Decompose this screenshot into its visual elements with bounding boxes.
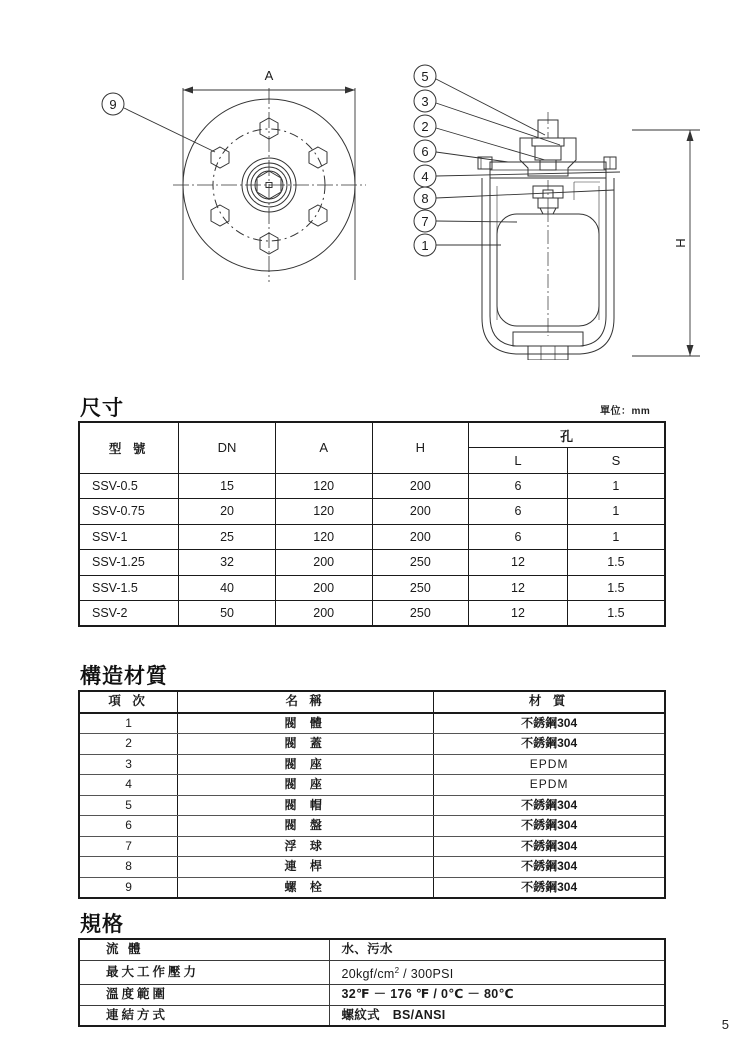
callout-label-7: 7 [421,214,429,229]
cell-hole-l: 12 [469,601,568,627]
table-row [79,960,665,985]
cell-item-no: 3 [79,754,178,775]
cell-hole-l: 6 [469,499,568,525]
cell-hole-l: 12 [469,550,568,576]
valve-body-outline [478,112,616,360]
cell-material: 不銹鋼304 [434,713,665,734]
cell-dn: 50 [179,601,276,627]
cell-model: SSV-0.75 [79,499,179,525]
table-row [79,734,665,755]
cell-dn: 20 [179,499,276,525]
col-head-item-no: 項 次 [79,691,178,713]
materials-heading: 構造材質 [80,665,168,688]
cell-material: 不銹鋼304 [434,877,665,898]
dimension-h-label: H [673,238,688,248]
cell-part-name: 連 桿 [178,857,434,878]
cell-hole-l: 6 [469,524,568,550]
cell-part-name: 閥 體 [178,713,434,734]
cell-item-no: 8 [79,857,178,878]
valve-section-view [414,65,700,360]
specs-table [78,938,666,1027]
cell-spec-label: 流 體 [79,939,329,960]
callout-label-4: 4 [421,169,429,184]
col-head-dn: DN [179,422,276,473]
cell-h: 200 [372,524,469,550]
cell-spec-label: 最大工作壓力 [79,960,329,985]
callout-leader-line [124,108,215,152]
cell-a: 200 [275,601,372,627]
cell-dn: 25 [179,524,276,550]
dimensions-table [78,421,666,627]
cell-part-name: 閥 座 [178,754,434,775]
callout-label-1: 1 [421,238,429,253]
cell-item-no: 6 [79,816,178,837]
callout-label-2: 2 [421,119,429,134]
dimension-h [632,130,700,356]
cell-part-name: 閥 帽 [178,795,434,816]
cell-hole-s: 1.5 [567,601,665,627]
cell-dn: 40 [179,575,276,601]
cell-part-name: 閥 蓋 [178,734,434,755]
cell-model: SSV-2 [79,601,179,627]
cell-model: SSV-1.25 [79,550,179,576]
table-row [79,550,665,576]
cell-hole-s: 1.5 [567,575,665,601]
cell-h: 250 [372,550,469,576]
table-row [79,473,665,499]
cell-hole-s: 1.5 [567,550,665,576]
page-number: 5 [721,1017,729,1032]
cell-material: 不銹鋼304 [434,836,665,857]
cell-model: SSV-1.5 [79,575,179,601]
dimensions-header-row-1 [79,422,665,448]
center-lines [173,88,366,282]
callout-label-9: 9 [109,97,117,112]
table-row [79,575,665,601]
callout-label-8: 8 [421,191,429,206]
dimension-a-label: A [264,68,274,83]
table-row [79,775,665,796]
table-row [79,499,665,525]
cell-spec-value: 水、污水 [329,939,665,960]
cell-hole-s: 1 [567,473,665,499]
col-head-model: 型 號 [79,422,179,473]
cell-a: 120 [275,499,372,525]
callout-label-6: 6 [421,144,429,159]
cell-item-no: 2 [79,734,178,755]
cell-hole-s: 1 [567,524,665,550]
cell-hole-s: 1 [567,499,665,525]
cell-dn: 32 [179,550,276,576]
cell-material: 不銹鋼304 [434,857,665,878]
flange-face-view [102,87,366,283]
cell-item-no: 9 [79,877,178,898]
cell-spec-value: $20kgf/cm^2 / 300PSI$ [329,960,665,985]
cell-item-no: 4 [79,775,178,796]
cell-item-no: 7 [79,836,178,857]
outlet-nozzle [528,346,568,360]
dimensions-heading: 尺寸 [80,397,124,420]
cell-model: SSV-1 [79,524,179,550]
cell-h: 250 [372,601,469,627]
cell-h: 200 [372,473,469,499]
cell-a: 120 [275,473,372,499]
unit-note: 單位：mm [600,406,651,417]
technical-drawing [0,0,743,360]
cell-item-no: 1 [79,713,178,734]
cell-spec-value: 螺紋式 BS/ANSI [329,1005,665,1026]
callout-label-5: 5 [421,69,429,84]
cell-hole-l: 6 [469,473,568,499]
col-head-hole-group: 孔 [469,422,665,448]
cell-material: 不銹鋼304 [434,816,665,837]
table-row [79,795,665,816]
table-row [79,877,665,898]
table-row [79,836,665,857]
cell-material: EPDM [434,754,665,775]
table-row [79,1005,665,1026]
cell-item-no: 5 [79,795,178,816]
cell-part-name: 螺 栓 [178,877,434,898]
materials-header-row [79,691,665,713]
col-head-a: A [275,422,372,473]
table-row [79,857,665,878]
cell-spec-label: 連結方式 [79,1005,329,1026]
cell-h: 250 [372,575,469,601]
cell-part-name: 浮 球 [178,836,434,857]
cell-dn: 15 [179,473,276,499]
table-row [79,524,665,550]
cell-a: 120 [275,524,372,550]
callout-label-3: 3 [421,94,429,109]
callout-9 [102,93,215,152]
table-row [79,939,665,960]
col-head-hole-s: S [567,448,665,474]
cell-material: 不銹鋼304 [434,795,665,816]
table-row [79,601,665,627]
col-head-material: 材 質 [434,691,665,713]
section-callouts [414,65,620,256]
cell-a: 200 [275,550,372,576]
col-head-hole-l: L [469,448,568,474]
cell-material: EPDM [434,775,665,796]
col-head-h: H [372,422,469,473]
col-head-part-name: 名 稱 [178,691,434,713]
table-row [79,985,665,1006]
cell-material: 不銹鋼304 [434,734,665,755]
table-row [79,713,665,734]
cell-spec-label: 溫度範圍 [79,985,329,1006]
cell-part-name: 閥 座 [178,775,434,796]
cell-spec-value: 32℉ － 176 ℉ / 0℃ － 80℃ [329,985,665,1006]
materials-table [78,690,666,899]
cell-model: SSV-0.5 [79,473,179,499]
specs-heading: 規格 [80,913,124,936]
cell-a: 200 [275,575,372,601]
table-row [79,816,665,837]
cell-part-name: 閥 盤 [178,816,434,837]
drawing-canvas [0,0,743,360]
cell-h: 200 [372,499,469,525]
cell-hole-l: 12 [469,575,568,601]
table-row [79,754,665,775]
